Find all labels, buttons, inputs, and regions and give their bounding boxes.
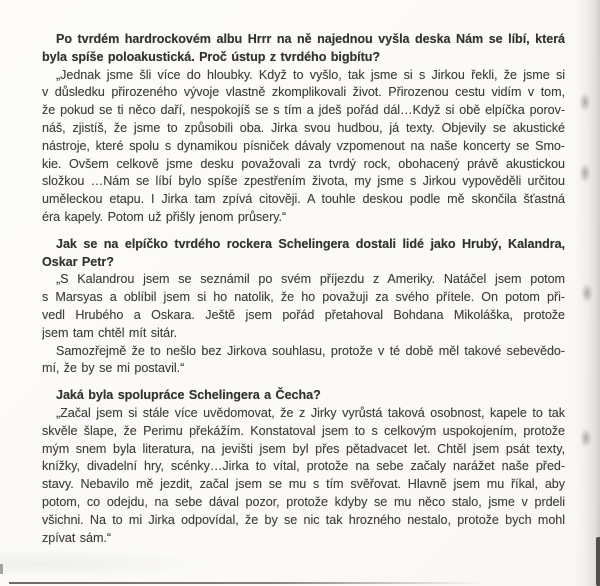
interview-question xyxy=(42,236,565,272)
text-line: náš, zjistíš, že jsme to způsobili oba. Jirka svou hudbou, já texty. Objevily se akustické xyxy=(42,120,565,135)
text-line: všichni. Na to mi Jirka odpovídal, že by se nic tak hrozného nestalo, protože bych mohl xyxy=(42,512,565,527)
text-line: „S Kalandrou jsem se seznámil po svém příjezdu z Ameriky. Natáčel jsem potom xyxy=(56,272,565,287)
text-line: byla spíše poloakustická. Proč ústup z tvrdého bigbítu? xyxy=(42,49,381,64)
text-line: nástroje, které spolu s dynamikou písniček dávaly vzpomenout na naše koncerty se Smo- xyxy=(42,138,565,153)
text-line: Samozřejmě že to nešlo bez Jirkova souhlasu, protože v té době měl takové sebevědo- xyxy=(56,343,565,358)
text-line: mí, že by se mi postavil.“ xyxy=(42,361,185,376)
scan-smudge xyxy=(0,548,200,574)
text-line: Po tvrdém hardrockovém albu Hrrr na ně najednou vyšla deska Nám se líbí, která xyxy=(56,32,565,46)
page-wrinkle-mark xyxy=(580,428,592,448)
page-wrinkle-mark xyxy=(579,92,591,112)
text-line: stavy. Nebavilo mě jezdit, začal jsem se mu s tím svěřovat. Hlavně jsem mu říkal, aby xyxy=(42,477,565,492)
text-line: Jaká byla spolupráce Schelingera a Čecha? xyxy=(56,388,321,403)
page-wrinkle-mark xyxy=(581,283,593,303)
text-line: jsem tam chtěl mít sitár. xyxy=(42,325,178,340)
text-line: éra kapely. Potom už přišly jenom průsery.“ xyxy=(42,209,287,224)
text-line: potom, co odejdu, na sebe dával pozor, protože kdyby se mu něco stalo, jsme v prdeli xyxy=(42,494,565,509)
text-line: mým snem byla literatura, na jevišti jsem byl přes pětadvacet let. Chtěl jsem psát texty, xyxy=(42,441,565,456)
interview-answer xyxy=(42,405,565,547)
text-line: „Začal jsem si stále více uvědomovat, že z Jirky vyrůstá taková osobnost, kapele to tak xyxy=(56,405,565,420)
interview-answer xyxy=(42,271,565,342)
text-line: s Marsyas a oblíbil jsem si ho natolik, že ho považuji za svého přítele. On potom při- xyxy=(42,290,565,305)
interview-article xyxy=(42,31,565,547)
interview-answer xyxy=(42,67,565,227)
text-line: že pokud se ti něco daří, nespokojíš se s tím a jdeš pořád dál…Když si obě elpíčka porov- xyxy=(42,103,565,118)
text-line: knížky, divadelní hry, scénky…Jirka to vítal, protože na sebe začaly narážet naše před- xyxy=(42,459,565,474)
text-line: „Jednak jsme šli více do hloubky. Když to vyšlo, tak jsme si s Jirkou řekli, že jsme si xyxy=(56,67,565,82)
page-wrinkle-mark xyxy=(579,163,591,183)
page-edge-dark-bar xyxy=(596,537,600,586)
text-line: vedl Hrubého a Oskara. Ještě jsem pořád přetahoval Bohdana Mikoláška, protože xyxy=(42,307,565,322)
text-line: Oskar Petr? xyxy=(42,254,114,269)
interview-answer xyxy=(42,343,565,379)
text-line: skvěle šlape, že Perimu překážím. Konstatoval jsem to s celkovým uspokojením, protože xyxy=(42,423,565,438)
interview-question xyxy=(42,387,565,405)
text-line: složkou …Nám se líbí bylo spíše zpestřením života, my jsme s Jirkou vypověděli určitou xyxy=(42,174,565,189)
interview-question xyxy=(42,31,565,67)
scan-bottom-line xyxy=(9,582,484,584)
text-line: zpívat sám.“ xyxy=(42,530,111,545)
text-line: uměleckou etapu. I Jirka tam zpívá citověji. A touhle deskou podle mě skončila šťastná xyxy=(42,192,565,207)
text-line: kie. Ovšem celkově jsme desku považovali za tvrdý rock, obohacený právě akustickou xyxy=(42,156,565,171)
text-line: v důsledku přirozeného vývoje vlastně zkomplikovali život. Přirozenou cestu vidím v tom, xyxy=(42,85,565,100)
text-line: Jak se na elpíčko tvrdého rockera Schelingera dostali lidé jako Hrubý, Kalandra, xyxy=(56,236,565,251)
